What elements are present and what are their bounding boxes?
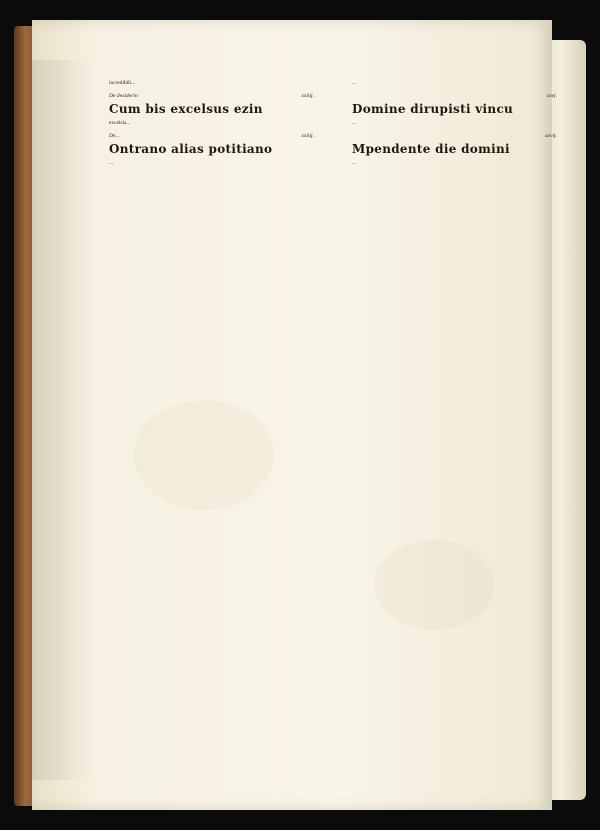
section-label-line xyxy=(352,93,557,100)
section-label-line xyxy=(352,133,557,140)
folio-marker: xxvj. xyxy=(546,92,557,99)
paragraph: ... xyxy=(352,120,357,127)
section-heading: Domine dirupisti vincu xyxy=(352,102,514,117)
section-label-line xyxy=(109,133,314,140)
paper-stain xyxy=(374,540,494,630)
paragraph: ... xyxy=(109,160,114,167)
section-heading: Mpendente die domini xyxy=(352,142,510,157)
section-label: De... xyxy=(109,132,120,139)
paragraph: excelsis... xyxy=(109,120,131,127)
folio-marker: xxvij. xyxy=(545,132,557,139)
paragraph: incredibili... xyxy=(109,80,136,86)
page-gutter-shadow xyxy=(32,60,92,780)
right-text-column xyxy=(352,80,557,173)
section-heading: Ontrano alias potitiano xyxy=(109,142,273,157)
section-label-line xyxy=(109,93,314,100)
left-text-column xyxy=(109,80,314,173)
paragraph: ... xyxy=(352,160,357,167)
section-heading: Cum bis excelsus ezin xyxy=(109,102,263,117)
folio-marker: xxiiij. xyxy=(301,92,314,99)
paper-stain xyxy=(134,400,274,510)
paragraph: ... xyxy=(352,80,357,86)
folio-marker: xxiiij. xyxy=(301,132,314,139)
book xyxy=(14,20,586,810)
section-label: De desiderio xyxy=(109,92,138,99)
